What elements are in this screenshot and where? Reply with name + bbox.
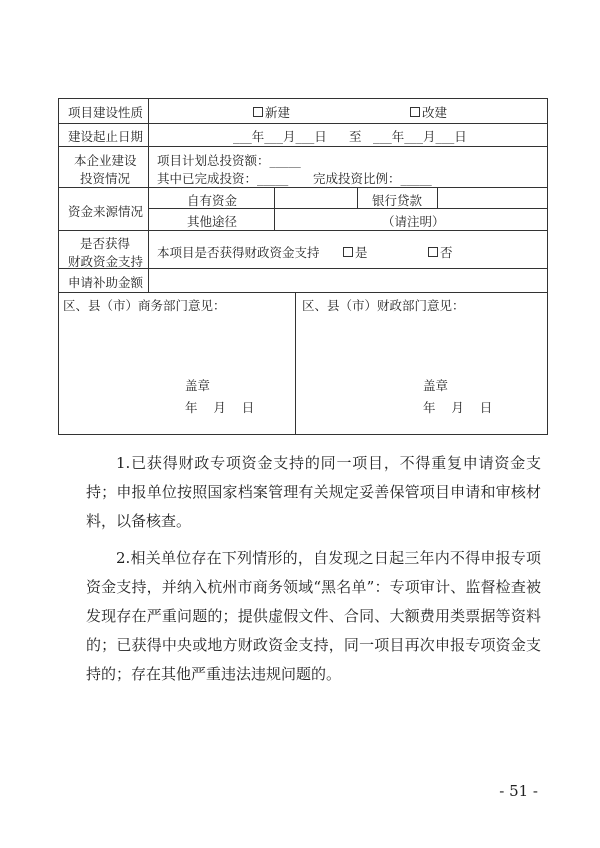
checkbox-new-construction[interactable] <box>253 103 290 121</box>
other-channels-label: 其他途径 <box>187 214 238 229</box>
subsidy-amount-input[interactable] <box>152 271 544 289</box>
completed-ratio-field[interactable]: 完成投资比例：_____ <box>313 171 432 186</box>
checkbox-icon <box>410 107 420 117</box>
completed-investment-field[interactable]: 其中已完成投资：_____ <box>157 171 289 186</box>
start-date-field[interactable]: ___年___月___日 <box>233 129 327 144</box>
bank-loan-label: 银行贷款 <box>372 193 423 208</box>
option-renovate-label: 改建 <box>422 105 448 120</box>
own-funds-label: 自有资金 <box>187 193 238 208</box>
planned-investment-field[interactable]: 项目计划总投资额：_____ <box>157 153 301 168</box>
checkbox-icon <box>428 247 438 257</box>
checkbox-renovation[interactable] <box>410 103 447 121</box>
date-range-separator: 至 <box>349 129 362 144</box>
commerce-date-label: 年 月 日 <box>185 400 255 415</box>
end-date-field[interactable]: ___年___月___日 <box>373 129 467 144</box>
option-yes-label: 是 <box>355 245 368 260</box>
please-note-field[interactable]: （请注明） <box>382 214 445 229</box>
label-funding-source: 资金来源情况 <box>68 204 144 219</box>
own-funds-input[interactable] <box>279 191 355 207</box>
option-new-label: 新建 <box>265 105 291 120</box>
note-paragraph-2: 2.相关单位存在下列情形的，自发现之日起三年内不得申报专项资金支持，并纳入杭州市商务领域“黑名单”：专项审计、监督检查被发现存在严重问题的；提供虚假文件、合同、大额费用类票据等资料的；已获得中央或地方财政资金支持，同一项目再次申报专项资金支持的；存在其他严重违法违规问题的。 <box>86 549 541 683</box>
note-paragraph-1: 1.已获得财政专项资金支持的同一项目，不得重复申请资金支持；申报单位按照国家档案管理有关规定妥善保管项目申请和审核材料，以备核查。 <box>86 454 541 530</box>
label-fiscal-support-line2: 财政资金支持 <box>68 254 144 269</box>
page-number: - 51 - <box>499 782 538 800</box>
finance-date-label: 年 月 日 <box>423 400 493 415</box>
checkbox-no[interactable] <box>428 243 453 261</box>
label-investment-line2: 投资情况 <box>80 171 131 186</box>
finance-opinion-title: 区、县（市）财政部门意见： <box>302 298 465 313</box>
commerce-seal-label: 盖章 <box>185 378 211 393</box>
label-subsidy-amount: 申请补助金额 <box>68 275 144 290</box>
label-project-nature: 项目建设性质 <box>68 105 144 120</box>
commerce-opinion-title: 区、县（市）商务部门意见： <box>63 298 226 313</box>
option-no-label: 否 <box>440 245 453 260</box>
label-fiscal-support-line1: 是否获得 <box>80 236 131 251</box>
checkbox-icon <box>253 107 263 117</box>
label-investment-line1: 本企业建设 <box>74 153 137 168</box>
checkbox-yes[interactable] <box>343 243 368 261</box>
checkbox-icon <box>343 247 353 257</box>
label-construction-dates: 建设起止日期 <box>68 129 144 144</box>
bank-loan-input[interactable] <box>441 191 545 207</box>
finance-seal-label: 盖章 <box>423 378 449 393</box>
fiscal-support-question: 本项目是否获得财政资金支持 <box>157 245 320 260</box>
